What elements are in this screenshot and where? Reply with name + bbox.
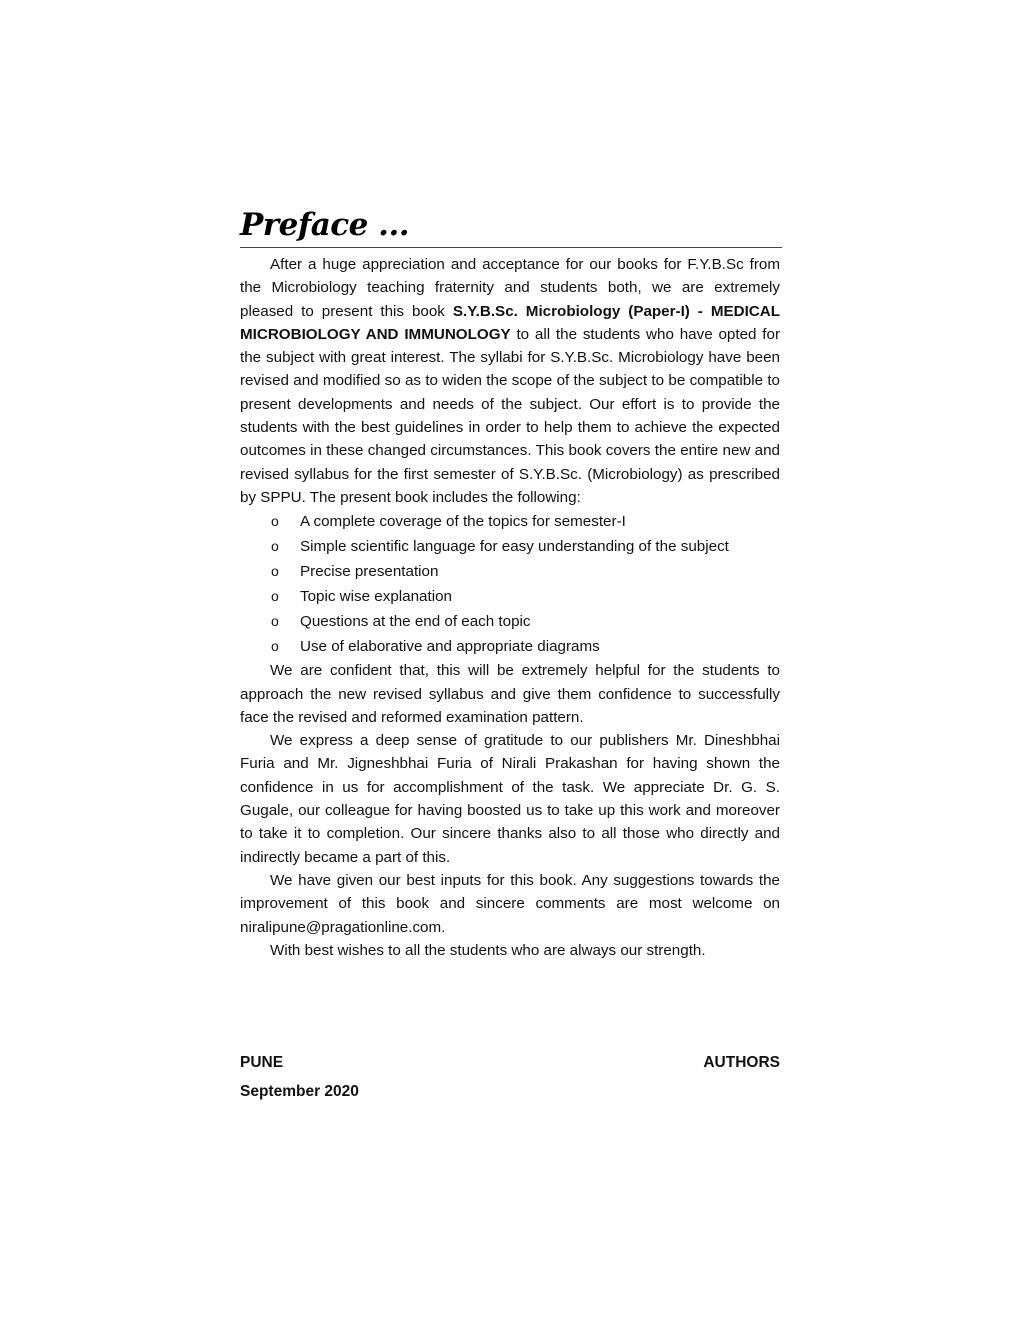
bullet-marker: o [271, 538, 279, 555]
list-item-text: Simple scientific language for easy understanding of the subject [300, 538, 729, 556]
features-list [240, 509, 780, 659]
intro-text-2: to all the students who have opted for the subject with great interest. The syllabi for S.Y.B.Sc. Microbiology have been revised and modified so as to widen the scope of the subject to be compatible to present developments and needs of the subject. Our effort is to provide the students with the best guidelines in order to help them to achieve the expected outcomes in these changed circumstances. This book covers the entire new and revised syllabus for the first semester of S.Y.B.Sc. (Microbiology) as prescribed by SPPU. The present book includes the following: [240, 325, 780, 506]
list-item [240, 634, 780, 659]
intro-text-1: After a huge appreciation and acceptance for our books for F.Y.B.Sc from the Microbiology teaching fraternity and students both, we are extremely pleased to present this book [240, 256, 780, 320]
list-item-text: Precise presentation [300, 563, 439, 581]
bullet-marker: o [271, 563, 279, 580]
place-label: PUNE [240, 1054, 284, 1071]
list-item [240, 509, 780, 534]
authors-label: AUTHORS [703, 1054, 780, 1071]
signature-block [240, 1048, 780, 1106]
bullet-marker: o [271, 588, 279, 605]
list-item-text: Questions at the end of each topic [300, 613, 531, 631]
preface-page [240, 205, 782, 962]
page-title: Preface ... [240, 205, 782, 248]
list-item-text: Use of elaborative and appropriate diagrams [300, 638, 600, 656]
suggestions-paragraph: We have given our best inputs for this book. Any suggestions towards the improvement of this book and sincere comments are most welcome on niralipune@pragationline.com. [240, 871, 780, 936]
list-item [240, 559, 780, 584]
list-item [240, 534, 780, 559]
bullet-marker: o [271, 513, 279, 530]
wishes-paragraph: With best wishes to all the students who are always our strength. [270, 941, 706, 959]
gratitude-paragraph: We express a deep sense of gratitude to our publishers Mr. Dineshbhai Furia and Mr. Jigneshbhai Furia of Nirali Prakashan for having shown the confidence in us for accomplishment of the task. We appreciate Dr. G. S. Gugale, our colleague for having boosted us to take up this work and moreover to take it to completion. Our sincere thanks also to all those who directly and indirectly became a part of this. [240, 732, 780, 866]
preface-body [240, 253, 780, 962]
intro-paragraph [240, 253, 780, 509]
book-title-bold: S.Y.B.Sc. Microbiology (Paper-I) - MEDICAL MICROBIOLOGY AND IMMUNOLOGY [240, 302, 781, 343]
list-item-text: A complete coverage of the topics for semester-I [300, 513, 626, 531]
list-item-text: Topic wise explanation [300, 588, 452, 606]
bullet-marker: o [271, 638, 279, 655]
list-item [240, 609, 780, 634]
date-label: September 2020 [240, 1083, 359, 1100]
list-item [240, 584, 780, 609]
place-authors-row [240, 1048, 780, 1077]
confidence-paragraph: We are confident that, this will be extremely helpful for the students to approach the new revised syllabus and give them confidence to successfully face the revised and reformed examination pattern. [240, 662, 780, 726]
bullet-marker: o [271, 613, 279, 630]
